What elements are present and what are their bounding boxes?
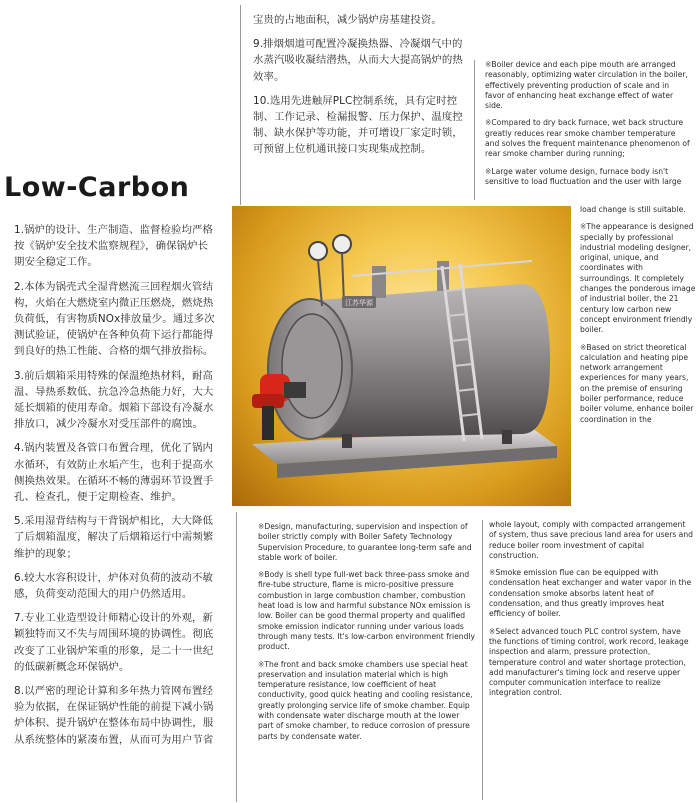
- boiler-photo: [232, 206, 571, 506]
- bottom-mid-en-column: [258, 522, 476, 749]
- pressure-gauge-icon: [309, 242, 327, 260]
- top-en-para: ※Large water volume design, furnace body isn't sensitive to load fluctuation and the user with large: [485, 166, 682, 186]
- bottom-right-en-para: ※Select advanced touch PLC control system, have the functions of timing control, work record, leakage inspection and alarm, pressure protection, temperature control and water shortage protection, add manufacturer's timing lock and reserve upper computer communication interface to realize integration control.: [489, 626, 689, 698]
- top-cn-para: 9.排烟烟道可配置冷凝换热器、冷凝烟气中的水蒸汽吸收凝结潜热，从而大大提高锅炉的热效率。: [253, 38, 463, 83]
- bottom-mid-en-para: ※Design, manufacturing, supervision and inspection of boiler strictly comply with Boiler Safety Technology Supervision Procedure, to guarantee long-term safe and stable work of boiler.: [258, 522, 472, 562]
- boiler-leg: [502, 430, 512, 444]
- note-marker: ※: [580, 342, 587, 352]
- pressure-gauge-icon: [333, 235, 351, 253]
- front-door: [282, 314, 342, 418]
- left-cn-para: 2.本体为锅壳式全湿背燃流三回程烟火管结构，火焰在大燃烧室内微正压燃烧，燃烧热负荷低，有害物质NOx排放量少。通过多次测试验证，使锅炉在各种负荷下运行都能得到良好的热工性能、合格的烟气排放指标。: [14, 280, 215, 358]
- divider-left-column: [236, 512, 237, 802]
- note-marker: ※: [485, 166, 492, 176]
- top-en-para: ※Compared to dry back furnace, wet back structure greatly reduces rear smoke chamber temperature and solves the frequent maintenance phenomenon of rear smoke chamber during running;: [485, 118, 690, 159]
- left-cn-para: 5.采用湿背结构与干背锅炉相比，大大降低了后烟箱温度，解决了后烟箱运行中需频繁维护的现象；: [14, 515, 214, 560]
- narrow-en-para: ※Based on strict theoretical calculation and heating pipe network arrangement experiences for many years, on the premise of ensuring boiler performance, reduce boiler volume, enhance boiler coordination in the: [580, 342, 694, 424]
- narrow-en-column: [580, 205, 696, 432]
- boiler-leg: [342, 434, 352, 448]
- divider-top-left: [240, 5, 241, 205]
- boiler-badge-text: 江苏华源: [345, 299, 373, 307]
- left-cn-para: 8.以严密的理论计算和多年热力管网布置经验为依据，在保证锅炉性能的前提下减小锅炉体积、提升锅炉在整体布局中协调性，服从系统整体的紧凑布置，从而可为用户节省: [14, 685, 214, 746]
- bottom-mid-en-para: ※Body is shell type full-wet back three-pass smoke and fire-tube structure, flame is micro-positive pressure combustion in large combustion chamber, combustion heat load is low and harmful substance NOx emission is low. Boiler can be good thermal property and qualified smoke emission indicator running under various loads through many tests. It's low-carbon environment friendly product.: [258, 570, 476, 652]
- note-marker: ※: [258, 522, 265, 531]
- left-cn-para: 3.前后烟箱采用特殊的保温绝热材料，耐高温、导热系数低、抗急冷急热能力好，大大延长烟箱的使用寿命。烟箱下部设有冷凝水排放口，减少冷凝水对受压部件的腐蚀。: [14, 369, 214, 431]
- steam-outlet: [372, 266, 386, 298]
- note-marker: ※: [258, 570, 265, 580]
- left-cn-para: 7.专业工业造型设计师精心设计的外观，新颖独特而又不失与周围环境的协调性。彻底改变了工业锅炉笨重的形象，是二十一世纪的低碳新概念环保锅炉。: [14, 612, 214, 673]
- narrow-en-para: ※The appearance is designed specially by professional industrial modeling designer, original, unique, and coordinates with surroundings. It completely changes the ponderous image of industrial boiler, the 21 century low carbon new concept environment friendly boiler.: [580, 222, 696, 335]
- note-marker: ※: [489, 626, 496, 636]
- top-cn-para: 宝贵的占地面积，减少锅炉房基建投资。: [253, 14, 442, 26]
- note-marker: ※: [580, 222, 587, 232]
- top-cn-block: [253, 12, 465, 166]
- top-en-block: [485, 60, 691, 187]
- narrow-en-para: load change is still suitable.: [580, 205, 686, 214]
- note-marker: ※: [258, 659, 265, 669]
- left-cn-para: 4.锅内装置及各管口布置合理，优化了锅内水循环，有效防止水垢产生，也利于提高水侧换热效果。在循环不畅的薄弱环节设置手孔、检查孔，便于定期检查、维护。: [14, 442, 214, 504]
- bottom-mid-en-para: ※The front and back smoke chambers use special heat preservation and insulation material which is high temperature resistance, low coefficient of heat conductivity, good quick heating and cooling resistance, greatly prolonging service life of smoke chamber. Equip with condensate water discharge mouth at the lower part of smoke chamber, to reduce corrosion of pressure parts by condensate water.: [258, 659, 473, 741]
- left-cn-para: 1.锅炉的设计、生产制造、监督检验均严格按《锅炉安全技术监察规程》，确保锅炉长期安全稳定工作。: [14, 224, 213, 269]
- note-marker: ※: [485, 60, 492, 69]
- left-cn-column: [14, 222, 218, 756]
- brand-title: Low-Carbon: [4, 172, 190, 203]
- left-cn-para: 6.较大水容积设计，炉体对负荷的波动不敏感，负荷变动范围大的用户仍然适用。: [14, 571, 213, 601]
- boiler-illustration: [232, 206, 571, 506]
- top-cn-para: 10.选用先进触屏PLC控制系统，具有定时控制、工作记录、检漏报警、压力保护、温度控制、缺水保护等功能，并可增设厂家定时锁，可预留上位机通讯接口实现集成控制。: [253, 94, 463, 156]
- note-marker: ※: [489, 568, 496, 578]
- bottom-right-en-para: whole layout, comply with compacted arrangement of system, thus save precious land area for users and reduce boiler room investment of capital construction.: [489, 520, 693, 560]
- bottom-right-en-para: ※Smoke emission flue can be equipped with condensation heat exchanger and water vapor in the condensation smoke absorbs latent heat of condensation, and thus greatly improves heat efficiency of boiler.: [489, 568, 692, 619]
- gauge-pipe: [318, 260, 322, 306]
- divider-top-right: [474, 60, 475, 200]
- bottom-right-en-column: [489, 520, 695, 706]
- divider-bottom-mid: [482, 520, 483, 800]
- top-en-para: ※Boiler device and each pipe mouth are arranged reasonably, optimizing water circulation in the boiler, effectively preventing production of scale and in favor of enhancing heat exchange effect of water side.: [485, 60, 688, 111]
- note-marker: ※: [485, 118, 492, 128]
